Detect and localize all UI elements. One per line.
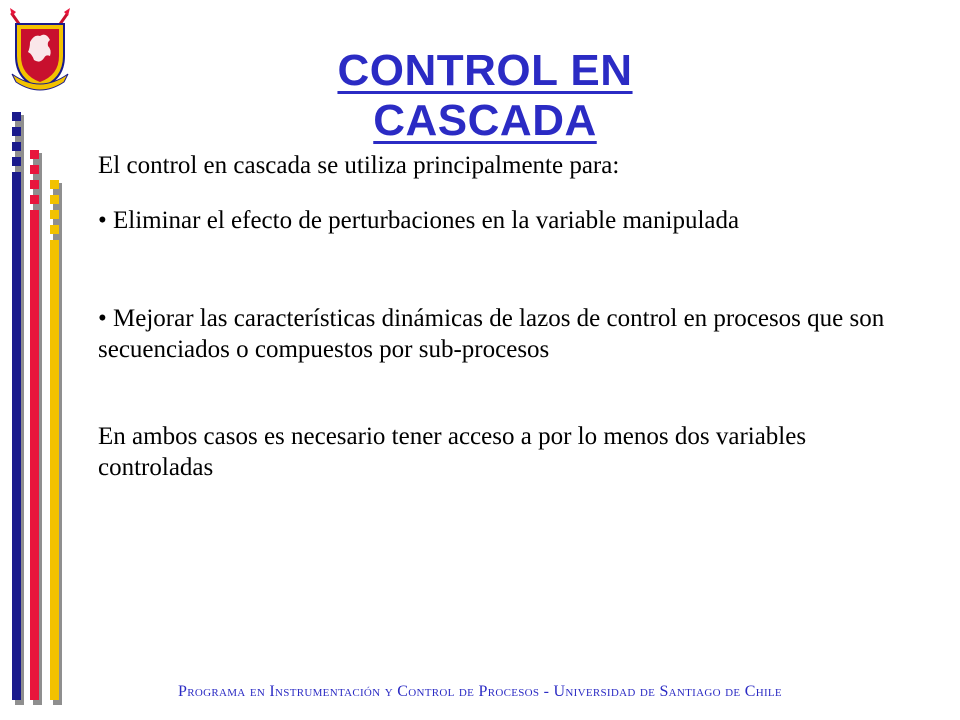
footer-text: Programa en Instrumentación y Control de Procesos - Universidad de Santiago de Chile <box>178 683 782 700</box>
intro-text: El control en cascada se utiliza principalmente para: <box>98 152 620 179</box>
red-bar <box>30 0 39 700</box>
navy-bar <box>12 0 21 700</box>
bullet-item-perturbations: • Eliminar el efecto de perturbaciones en la variable manipulada <box>98 207 740 234</box>
gold-bar <box>50 0 59 700</box>
bullet-item-dynamics: • Mejorar las características dinámicas de lazos de control en procesos que son secuenciados o compuestos por sub-procesos <box>98 305 885 363</box>
decorative-vertical-bars <box>0 0 80 720</box>
slide-title: CONTROL EN CASCADA <box>337 46 633 145</box>
conclusion-text: En ambos casos es necesario tener acceso a por lo menos dos variables controladas <box>98 423 807 481</box>
